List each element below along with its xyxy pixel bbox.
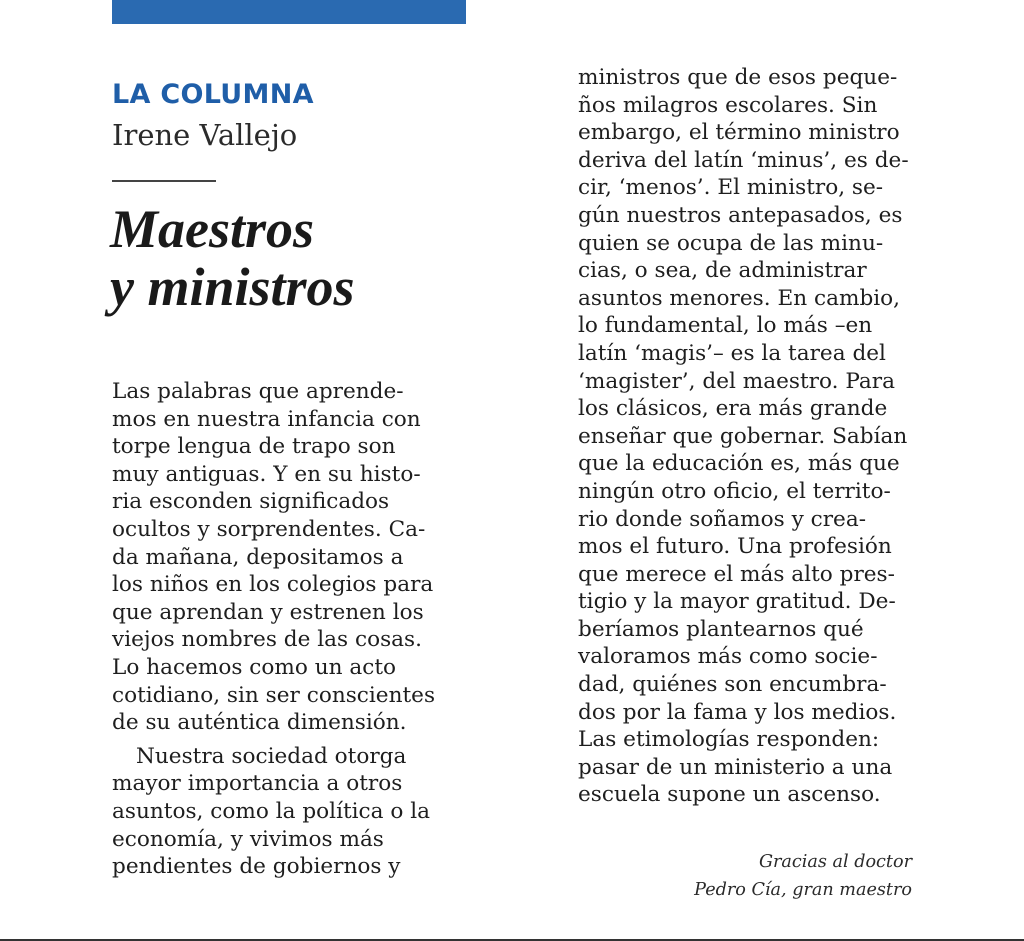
text-line: pasar de un ministerio a una <box>578 754 893 780</box>
text-line: gún nuestros antepasados, es <box>578 202 903 228</box>
text-line: enseñar que gobernar. Sabían <box>578 423 908 449</box>
text-line: valoramos más como socie- <box>578 644 878 670</box>
text-line: deriva del latín ‘minus’, es de- <box>578 147 909 173</box>
text-line: ocultos y sorprendentes. Ca- <box>112 516 426 542</box>
text-line: Las palabras que aprende- <box>112 379 404 404</box>
section-color-bar <box>112 0 466 24</box>
text-line: cir, ‘menos’. El ministro, se- <box>578 175 884 201</box>
text-line: beríamos plantearnos qué <box>578 616 864 642</box>
text-line: Nuestra sociedad otorga <box>136 743 407 769</box>
text-line: ños milagros escolares. Sin <box>578 92 878 118</box>
body-column-left <box>112 378 452 881</box>
text-line: lo fundamental, lo más –en <box>578 313 873 339</box>
text-line: cotidiano, sin ser conscientes <box>112 682 436 708</box>
text-line: ria esconden significados <box>112 489 390 515</box>
text-line: de su auténtica dimensión. <box>112 710 407 736</box>
text-line: rio donde soñamos y crea- <box>578 506 867 532</box>
text-line: mos en nuestra infancia con <box>112 406 421 432</box>
text-line: torpe lengua de trapo son <box>112 434 396 460</box>
text-line: que la educación es, más que <box>578 451 900 477</box>
text-line: latín ‘magis’– es la tarea del <box>578 340 886 366</box>
signoff-line-2: Pedro Cía, gran maestro <box>694 880 912 900</box>
text-line: dad, quiénes son encumbra- <box>578 672 887 698</box>
signoff-line-1: Gracias al doctor <box>758 852 912 872</box>
text-line: quien se ocupa de las minu- <box>578 230 884 256</box>
divider-rule <box>112 180 216 182</box>
text-line: mayor importancia a otros <box>112 771 403 797</box>
text-line: embargo, el término ministro <box>578 120 900 146</box>
text-line: ministros que de esos peque- <box>578 65 898 90</box>
text-line: que aprendan y estrenen los <box>112 599 424 625</box>
body-column-right <box>578 64 918 809</box>
text-line: tigio y la mayor gratitud. De- <box>578 589 896 615</box>
text-line: da mañana, depositamos a <box>112 544 404 570</box>
headline <box>110 200 355 316</box>
section-label: LA COLUMNA <box>112 79 314 110</box>
text-line: asuntos, como la política o la <box>112 798 431 824</box>
text-line: pendientes de gobiernos y <box>112 854 401 880</box>
text-line: viejos nombres de las cosas. <box>112 627 422 653</box>
text-line: Las etimologías responden: <box>578 727 880 753</box>
text-line: ‘magister’, del maestro. Para <box>578 368 895 394</box>
text-line: mos el futuro. Una profesión <box>578 534 892 560</box>
text-line: muy antiguas. Y en su histo- <box>112 461 421 487</box>
headline-line-2: y ministros <box>110 257 355 317</box>
text-line: escuela supone un ascenso. <box>578 782 881 808</box>
text-line: los niños en los colegios para <box>112 572 434 598</box>
text-line: dos por la fama y los medios. <box>578 699 897 725</box>
text-line: ningún otro oficio, el territo- <box>578 478 891 504</box>
text-line: asuntos menores. En cambio, <box>578 285 901 311</box>
text-line: Lo hacemos como un acto <box>112 654 397 680</box>
headline-line-1: Maestros <box>110 199 315 259</box>
text-line: que merece el más alto pres- <box>578 561 895 587</box>
text-line: los clásicos, era más grande <box>578 396 888 422</box>
signoff-note <box>694 848 912 904</box>
author-name: Irene Vallejo <box>112 118 298 152</box>
text-line: economía, y vivimos más <box>112 826 384 852</box>
text-line: cias, o sea, de administrar <box>578 258 867 284</box>
